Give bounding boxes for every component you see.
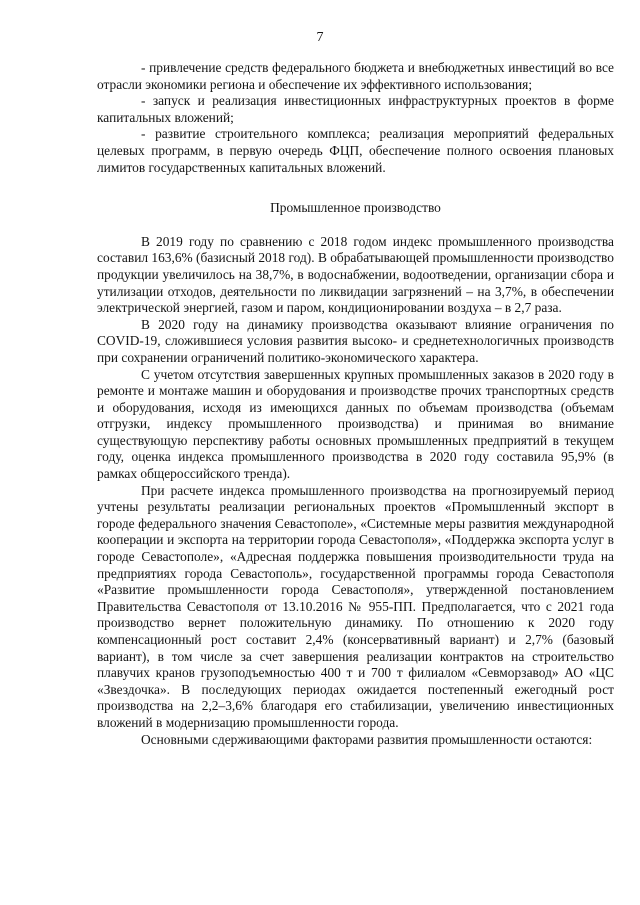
section-heading: Промышленное производство	[270, 200, 441, 216]
intro-item: - привлечение средств федерального бюджета и внебюджетных инвестиций во все отрасли экономики региона и обеспечение их эффективного использования;	[97, 60, 614, 92]
body-paragraph: С учетом отсутствия завершенных крупных промышленных заказов в 2020 году в ремонте и монтаже машин и оборудования и производстве прочих транспортных средств и оборудования, исходя из имеющихся данных по объемам производства (объемам отгрузки, индексу промышленного производства) и принимая во внимание существующую перспективу работы основных промышленных предприятий в текущем году, оценка индекса промышленного производства в 2020 году составила 95,9% (в рамках общероссийского тренда).	[97, 366, 614, 482]
intro-item: - запуск и реализация инвестиционных инфраструктурных проектов в форме капитальных вложений;	[97, 93, 614, 125]
intro-item: - развитие строительного комплекса; реализация мероприятий федеральных целевых программ, в первую очередь ФЦП, обеспечение полного освоения плановых лимитов государственных капитальных вложений.	[97, 126, 614, 175]
page-content	[97, 60, 614, 748]
body-paragraph: В 2019 году по сравнению с 2018 годом индекс промышленного производства составил 163,6% (базисный 2018 год). В обрабатывающей промышленности производство продукции увеличилось на 38,7%, в водоснабжении, водоотведении, организации сбора и утилизации отходов, деятельности по ликвидации загрязнений – на 3,7%, в обеспечении электрической энергией, газом и паром, кондиционировании воздуха – в 2,7 раза.	[97, 233, 614, 316]
page-number: 7	[316, 30, 324, 45]
body-paragraph: Основными сдерживающими факторами развития промышленности остаются:	[141, 731, 593, 747]
body-paragraph: При расчете индекса промышленного производства на прогнозируемый период учтены результаты реализации региональных проектов «Промышленный экспорт в городе федерального значения Севастополе», «Системные меры развития международной кооперации и экспорта на территории города Севастополя», «Поддержка экспорта услуг в городе Севастополе», «Адресная поддержка повышения производительности труда на предприятиях города Севастополь», государственной программы города Севастополя «Развитие промышленности города Севастополя», утвержденной постановлением Правительства Севастополя от 13.10.2016 № 955-ПП. Предполагается, что с 2021 года производство вернет положительную динамику. По отношению к 2020 году компенсационный рост составит 2,4% (консервативный вариант) и 2,7% (базовый вариант), в том числе за счет завершения реализации контрактов на строительство плавучих кранов грузоподъемностью 400 т и 700 т филиалом «Севморзавод» АО «ЦС «Звездочка». В последующих периодах ожидается постепенный ежегодный рост производства на 2,2–3,6% благодаря его стабилизации, увеличению инвестиционных вложений в модернизацию промышленности города.	[97, 482, 614, 730]
body-paragraph: В 2020 году на динамику производства оказывают влияние ограничения по COVID-19, сложившиеся условия развития высоко- и среднетехнологичных производств при сохранении ограничений политико-экономического характера.	[97, 316, 614, 365]
